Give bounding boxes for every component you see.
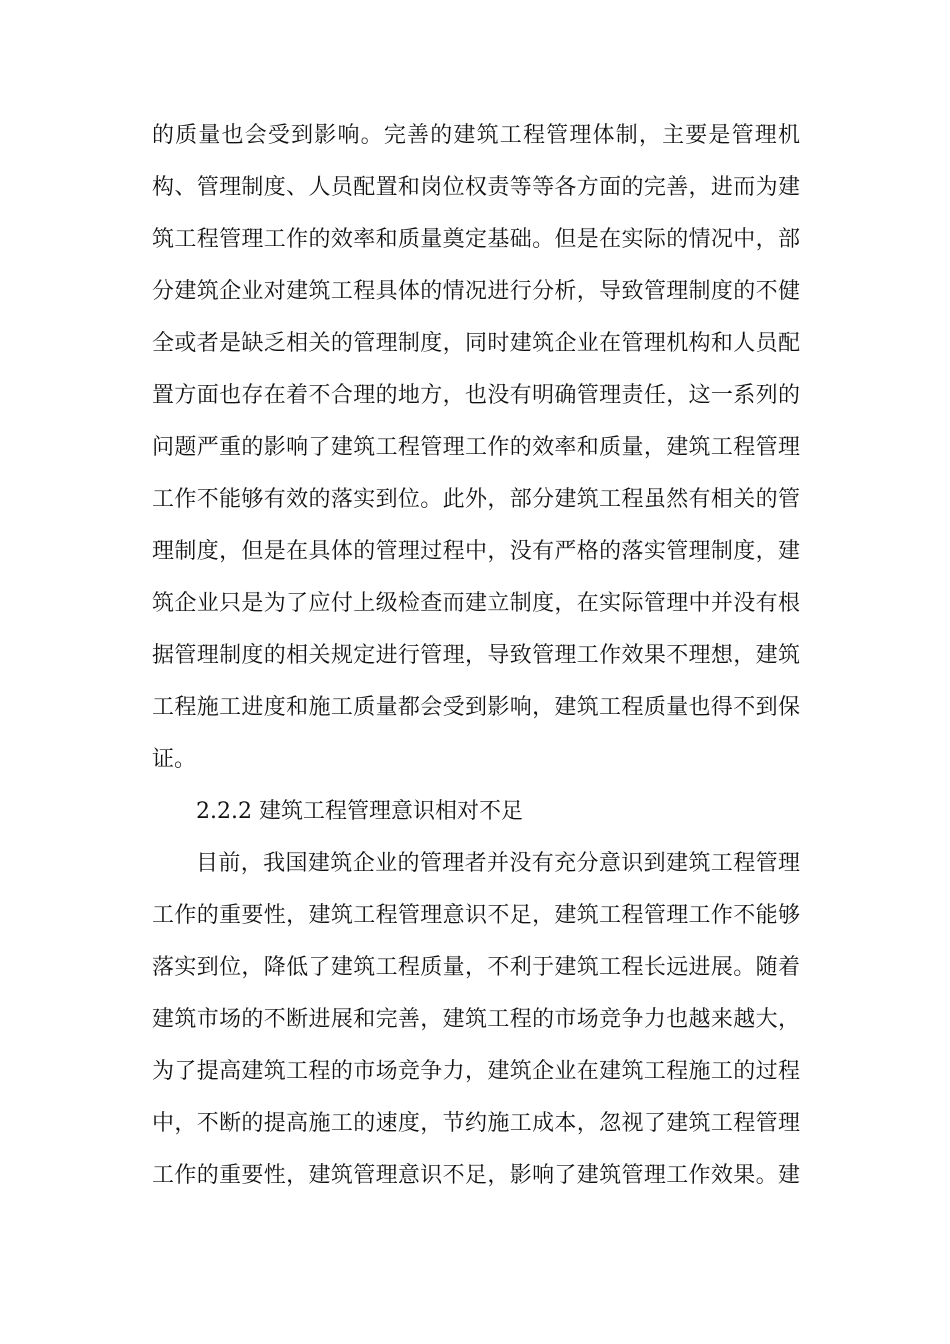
paragraph-2-line-2: 工作的重要性，建筑工程管理意识不足，建筑工程管理工作不能够	[152, 903, 800, 928]
paragraph-1-line-2: 构、管理制度、人员配置和岗位权责等等各方面的完善，进而为建	[152, 175, 800, 200]
paragraph-2-line-7: 工作的重要性，建筑管理意识不足，影响了建筑管理工作效果。建	[152, 1163, 800, 1188]
paragraph-2-line-3: 落实到位，降低了建筑工程质量，不利于建筑工程长远进展。随着	[152, 955, 800, 980]
paragraph-1-line-11: 据管理制度的相关规定进行管理，导致管理工作效果不理想，建筑	[152, 643, 800, 668]
paragraph-1-line-9: 理制度，但是在具体的管理过程中，没有严格的落实管理制度，建	[152, 539, 800, 564]
paragraph-1-line-6: 置方面也存在着不合理的地方，也没有明确管理责任，这一系列的	[152, 383, 800, 408]
section-heading: 2.2.2 建筑工程管理意识相对不足	[196, 799, 523, 824]
paragraph-1-line-1: 的质量也会受到影响。完善的建筑工程管理体制，主要是管理机	[152, 123, 800, 148]
paragraph-2-line-6: 中，不断的提高施工的速度，节约施工成本，忽视了建筑工程管理	[152, 1111, 800, 1136]
paragraph-2-line-5: 为了提高建筑工程的市场竞争力，建筑企业在建筑工程施工的过程	[152, 1059, 800, 1084]
paragraph-1-line-5: 全或者是缺乏相关的管理制度，同时建筑企业在管理机构和人员配	[152, 331, 800, 356]
paragraph-1-line-10: 筑企业只是为了应付上级检查而建立制度，在实际管理中并没有根	[152, 591, 800, 616]
paragraph-1-line-13: 证。	[152, 747, 197, 772]
paragraph-1-line-8: 工作不能够有效的落实到位。此外，部分建筑工程虽然有相关的管	[152, 487, 800, 512]
paragraph-1-line-7: 问题严重的影响了建筑工程管理工作的效率和质量，建筑工程管理	[152, 435, 800, 460]
paragraph-1-line-4: 分建筑企业对建筑工程具体的情况进行分析，导致管理制度的不健	[152, 279, 800, 304]
paragraph-2-line-1: 目前，我国建筑企业的管理者并没有充分意识到建筑工程管理	[196, 851, 800, 876]
paragraph-2-line-4: 建筑市场的不断进展和完善，建筑工程的市场竞争力也越来越大，	[152, 1007, 800, 1032]
paragraph-1-line-3: 筑工程管理工作的效率和质量奠定基础。但是在实际的情况中，部	[152, 227, 800, 252]
paragraph-1-line-12: 工程施工进度和施工质量都会受到影响，建筑工程质量也得不到保	[152, 695, 800, 720]
